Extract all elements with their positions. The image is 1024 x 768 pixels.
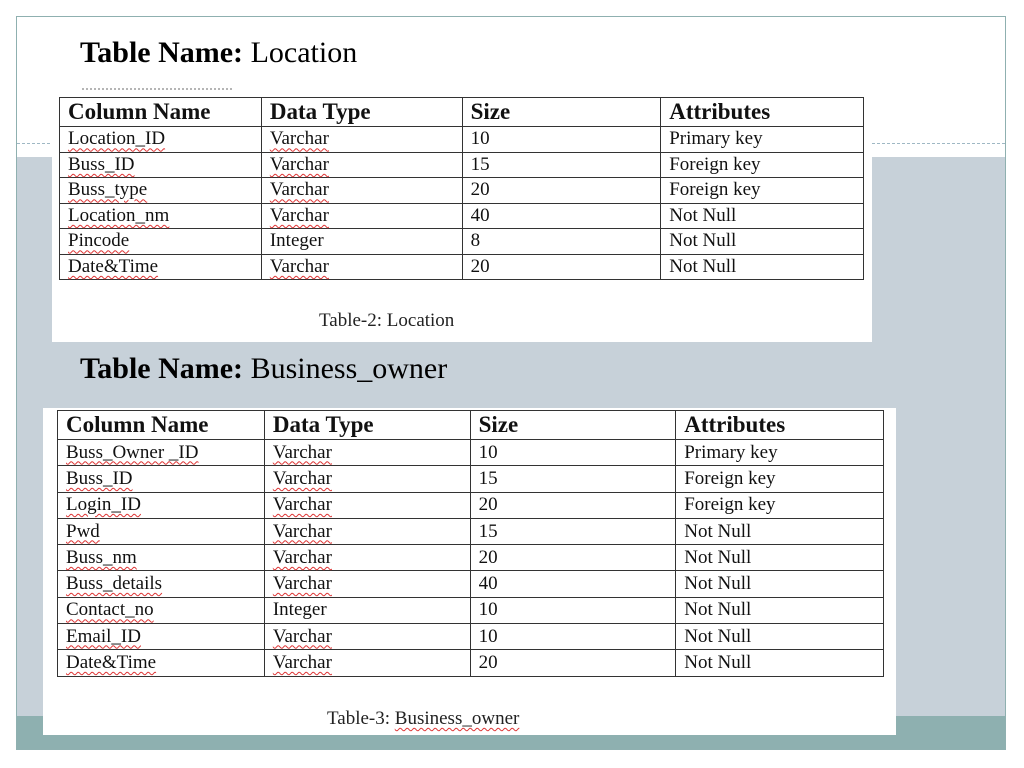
cell-text: 40 [478, 573, 498, 595]
cell-text: Varchar [272, 520, 332, 542]
cell-text: 40 [470, 204, 490, 226]
cell-text: Not Null [684, 625, 752, 647]
size-cell [462, 254, 661, 280]
table-row [60, 229, 864, 255]
cell-text: Not Null [669, 230, 737, 252]
data-type-cell [264, 650, 470, 676]
data-type-cell [264, 545, 470, 571]
size-cell [470, 518, 676, 544]
size-cell [470, 624, 676, 650]
table-row [60, 203, 864, 229]
table-row [60, 127, 864, 153]
cell-text: Varchar [269, 255, 329, 277]
cell-text: Varchar [269, 128, 329, 150]
column-name-cell [58, 650, 265, 676]
cell-text: 8 [470, 230, 481, 252]
cell-text: Buss_details [66, 573, 163, 595]
size-cell [470, 440, 676, 466]
cell-text: Not Null [669, 204, 737, 226]
data-type-cell [261, 127, 462, 153]
data-type-cell [264, 624, 470, 650]
business-owner-header-row [58, 411, 884, 440]
column-name-cell [58, 518, 265, 544]
column-name-cell [60, 203, 262, 229]
cell-text: 15 [478, 520, 498, 542]
attributes-cell [676, 466, 884, 492]
data-type-cell [264, 466, 470, 492]
scan-artifact [82, 88, 232, 93]
cell-text: Not Null [684, 573, 752, 595]
column-name-cell [60, 254, 262, 280]
cell-text: Buss_ID [66, 467, 133, 489]
cell-text: Buss_Owner _ID [66, 441, 199, 463]
cell-text: Foreign key [684, 494, 776, 516]
caption-table-name: Business_owner [394, 708, 520, 729]
cell-text: Primary key [684, 441, 778, 463]
cell-text: Integer [272, 599, 327, 621]
cell-text: Date&Time [68, 255, 159, 277]
cell-text: Buss_ID [68, 153, 135, 175]
cell-text: Not Null [684, 652, 752, 674]
cell-text: 15 [470, 153, 490, 175]
cell-text: 10 [478, 441, 498, 463]
table-row [58, 571, 884, 597]
cell-text: 20 [470, 179, 490, 201]
column-header: Attributes [676, 411, 884, 440]
cell-text: Date&Time [66, 652, 157, 674]
cell-text: 10 [478, 625, 498, 647]
cell-text: Varchar [272, 441, 332, 463]
attributes-cell [661, 229, 864, 255]
cell-text: Integer [269, 230, 324, 252]
business-owner-table-heading [80, 352, 447, 386]
table-row [60, 152, 864, 178]
column-header: Column Name [60, 98, 262, 127]
size-cell [470, 466, 676, 492]
table-row [60, 178, 864, 204]
location-table-image [52, 88, 872, 342]
cell-text: Not Null [684, 599, 752, 621]
attributes-cell [676, 650, 884, 676]
cell-text: Contact_no [66, 599, 154, 621]
column-header: Size [462, 98, 661, 127]
table-row [60, 254, 864, 280]
cell-text: Location_nm [68, 204, 170, 226]
attributes-cell [661, 178, 864, 204]
cell-text: Varchar [272, 494, 332, 516]
business-owner-table [57, 410, 884, 677]
attributes-cell [661, 203, 864, 229]
size-cell [462, 127, 661, 153]
cell-text: Not Null [669, 255, 737, 277]
cell-text: 20 [478, 494, 498, 516]
attributes-cell [661, 127, 864, 153]
table-row [58, 492, 884, 518]
location-heading-label: Table Name: [80, 36, 244, 69]
data-type-cell [261, 254, 462, 280]
attributes-cell [661, 152, 864, 178]
column-name-cell [60, 152, 262, 178]
size-cell [470, 492, 676, 518]
attributes-cell [676, 597, 884, 623]
data-type-cell [261, 203, 462, 229]
column-name-cell [58, 440, 265, 466]
column-header: Attributes [661, 98, 864, 127]
data-type-cell [264, 518, 470, 544]
attributes-cell [676, 624, 884, 650]
cell-text: Foreign key [684, 467, 776, 489]
size-cell [470, 650, 676, 676]
cell-text: Pincode [68, 230, 130, 252]
attributes-cell [676, 492, 884, 518]
cell-text: Varchar [272, 625, 332, 647]
cell-text: 10 [478, 599, 498, 621]
data-type-cell [264, 492, 470, 518]
cell-text: Buss_type [68, 179, 148, 201]
size-cell [462, 229, 661, 255]
data-type-cell [264, 597, 470, 623]
cell-text: 20 [478, 546, 498, 568]
data-type-cell [261, 152, 462, 178]
data-type-cell [264, 571, 470, 597]
business-owner-heading-label: Table Name: [80, 352, 244, 385]
caption-prefix: Table-3: [327, 708, 391, 729]
size-cell [470, 597, 676, 623]
data-type-cell [261, 178, 462, 204]
cell-text: Email_ID [66, 625, 141, 647]
cell-text: Varchar [272, 652, 332, 674]
table-row [58, 545, 884, 571]
business-owner-heading-value: Business_owner [250, 352, 448, 385]
table-row [58, 597, 884, 623]
column-name-cell [60, 127, 262, 153]
cell-text: Varchar [272, 467, 332, 489]
column-name-cell [58, 492, 265, 518]
size-cell [470, 545, 676, 571]
business-owner-table-image [43, 408, 896, 735]
size-cell [462, 152, 661, 178]
attributes-cell [676, 440, 884, 466]
cell-text: Pwd [66, 520, 100, 542]
data-type-cell [264, 440, 470, 466]
location-table-heading [80, 36, 357, 70]
cell-text: Varchar [272, 546, 332, 568]
column-name-cell [58, 545, 265, 571]
cell-text: 20 [478, 652, 498, 674]
size-cell [462, 178, 661, 204]
cell-text: Foreign key [669, 179, 761, 201]
column-name-cell [60, 178, 262, 204]
cell-text: 20 [470, 255, 490, 277]
attributes-cell [676, 571, 884, 597]
table-row [58, 440, 884, 466]
table-row [58, 466, 884, 492]
attributes-cell [676, 545, 884, 571]
location-table [59, 97, 864, 280]
column-name-cell [58, 597, 265, 623]
table-row [58, 518, 884, 544]
cell-text: Not Null [684, 546, 752, 568]
column-header: Data Type [261, 98, 462, 127]
cell-text: Primary key [669, 128, 763, 150]
size-cell [462, 203, 661, 229]
location-header-row [60, 98, 864, 127]
column-name-cell [58, 571, 265, 597]
cell-text: Not Null [684, 520, 752, 542]
column-name-cell [58, 466, 265, 492]
cell-text: Varchar [269, 153, 329, 175]
column-header: Column Name [58, 411, 265, 440]
column-name-cell [58, 624, 265, 650]
cell-text: Buss_nm [66, 546, 137, 568]
location-heading-value: Location [250, 36, 358, 69]
attributes-cell [661, 254, 864, 280]
cell-text: Location_ID [68, 128, 166, 150]
table-row [58, 624, 884, 650]
cell-text: 10 [470, 128, 490, 150]
column-header: Size [470, 411, 676, 440]
cell-text: Foreign key [669, 153, 761, 175]
cell-text: Varchar [272, 573, 332, 595]
size-cell [470, 571, 676, 597]
data-type-cell [261, 229, 462, 255]
location-table-caption: Table-2: Location [319, 310, 455, 331]
cell-text: Varchar [269, 204, 329, 226]
business-owner-table-caption [327, 708, 519, 730]
column-header: Data Type [264, 411, 470, 440]
cell-text: 15 [478, 467, 498, 489]
cell-text: Login_ID [66, 494, 141, 516]
cell-text: Varchar [269, 179, 329, 201]
attributes-cell [676, 518, 884, 544]
column-name-cell [60, 229, 262, 255]
table-row [58, 650, 884, 676]
